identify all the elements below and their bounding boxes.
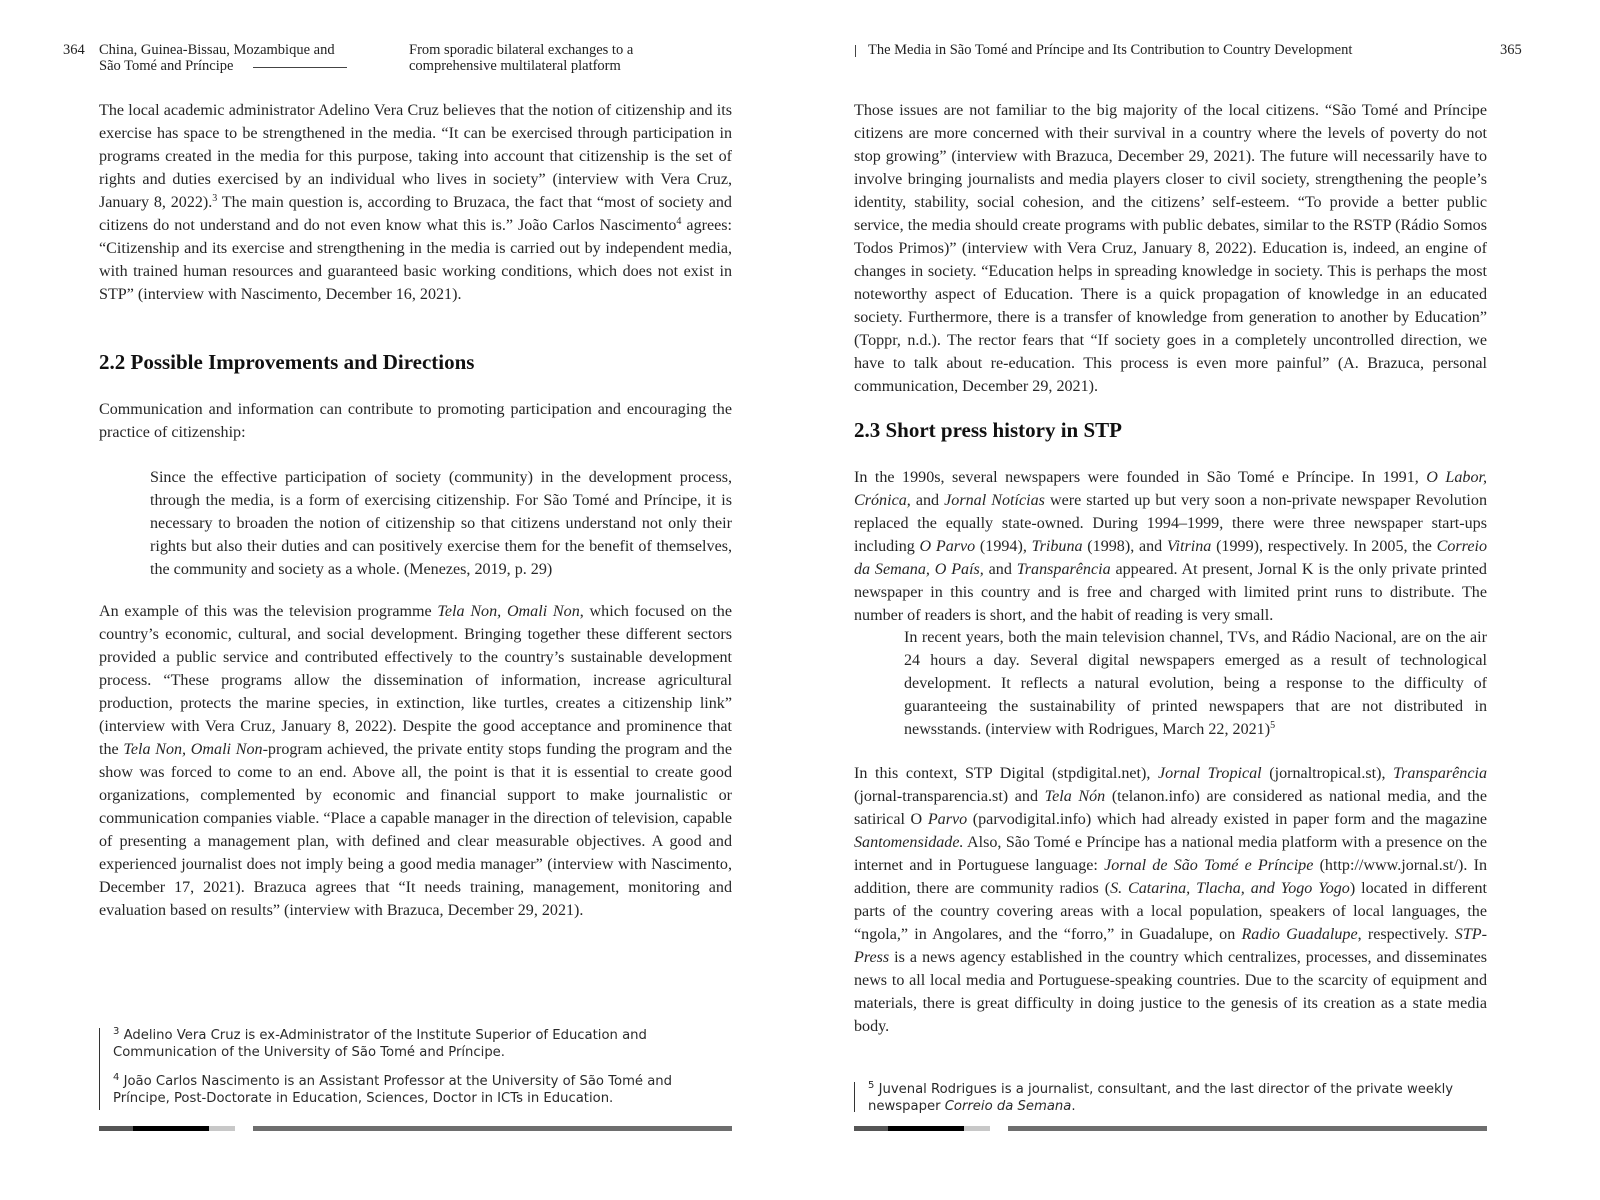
paragraph-text: and [983,561,1017,578]
media-title: Jornal de São Tomé e Príncipe [1104,857,1314,874]
paragraph-text: (1998), and [1082,538,1167,555]
media-title: Santomensidade. [854,834,964,851]
newspaper-title: Correio da Semana, O País, [854,538,1487,578]
paragraph-text: Also, São Tomé e Príncipe has a national media platform with a presence on the internet and in Portuguese language: [854,834,1487,874]
left-page [0,0,780,1200]
newspaper-title: Vitrina [1166,538,1212,555]
paragraph-text: (jornaltropical.st), [1261,765,1394,782]
media-title: STP-Press [854,926,1487,966]
section-heading: 2.2 Possible Improvements and Directions [99,350,475,374]
media-title: Tela Nón [1044,788,1106,805]
body-paragraph [854,762,1487,1038]
footnote-bar [99,1028,100,1110]
running-head-rule [253,67,347,68]
paragraph-text: In the 1990s, several newspapers were founded in São Tomé e Príncipe. In 1991, [854,469,1427,486]
newspaper-title: Correio da Semana [944,1099,1072,1114]
paragraph-text: (1994), [975,538,1032,555]
running-head-bar [855,45,856,57]
paragraph-text: An example of this was the television programme [99,603,438,620]
paragraph-text: is a news agency established in the country which centralizes, processes, and disseminates news to all local media and Portuguese-speaking countries. Due to the scarcity of equipment and materials, there is great difficulty in doing justice to the genesis of its creation as a state media body. [854,949,1487,1035]
media-title: Jornal Tropical [1158,765,1262,782]
paragraph-text: appeared. At present, Jornal K is the only private printed newspaper in this country and is free and charged with limited print runs to distribute. The number of readers is short, and the habit of reading is very small. [854,561,1487,624]
footnote-number: 3 [113,1026,120,1037]
body-paragraph [99,600,732,922]
newspaper-title: O Labor, Crónica [854,469,1487,509]
footnote-ref[interactable]: 4 [676,216,682,227]
paragraph-text: ) located in different parts of the country covering areas with a local population, speakers of local languages, the “ngola,” in Angolares, and the “forro,” in Guadalupe, on [854,880,1487,943]
newspaper-title: O Parvo [919,538,976,555]
paragraph-text: agrees: “Citizenship and its exercise and strengthening in the media is carried out by independent media, with trained human resources and guaranteed basic working conditions, which does not exist in STP” (interview with Nascimento, December 16, 2021). [99,217,733,303]
footnote [113,1073,723,1107]
footnote-number: 4 [113,1072,120,1083]
bottom-bar-segment [133,1126,209,1131]
paragraph-text: (http://www.jornal.st/). In addition, there are community radios ( [854,857,1488,897]
newspaper-title: Transparência [1016,561,1111,578]
footnote-bar [854,1082,855,1112]
media-title: Radio Guadalupe [1241,926,1358,943]
footnote-text: Juvenal Rodrigues is a journalist, consultant, and the last director of the private weekly newspaper [868,1082,1454,1114]
paragraph-text: (parvodigital.info) which had already existed in paper form and the magazine [967,811,1488,828]
programme-title: Tela Non, Omali Non [123,741,263,758]
book-title-line1: China, Guinea-Bissau, Mozambique and [99,42,335,58]
newspaper-title: Tribuna [1031,538,1083,555]
section-heading: 2.3 Short press history in STP [854,418,1122,442]
body-paragraph: Communication and information can contribute to promoting participation and encouraging the practice of citizenship: [99,401,732,441]
footnotes [868,1081,1488,1127]
paragraph-text: , and [906,492,945,509]
paragraph-text: -program achieved, the private entity stops funding the program and the show was forced to come to an end. Above all, the point is that it is essential to create good organizations, complemented by economic and financial support to make journalistic or communication companies viable. “Place a capable manager in the direction of television, capable of presenting a management plan, with defined and clear measurable objectives. A good and experienced journalist does not imply being a good media manager” (interview with Nascimento, December 17, 2021). Brazuca agrees that “It needs training, management, monitoring and evaluation based on results” (interview with Brazuca, December 29, 2021). [99,741,732,919]
part-title-line2: comprehensive multilateral platform [409,58,621,74]
bottom-bar [1008,1126,1487,1131]
right-page [800,0,1600,1200]
block-quote [904,626,1487,741]
bottom-bar-segment [209,1126,235,1131]
footnotes [113,1027,723,1119]
media-title: S. Catarina, Tlacha, and Yogo Yogo [1110,880,1350,897]
paragraph-text: In this context, STP Digital (stpdigital.net), [854,765,1159,782]
footnote [113,1027,723,1061]
running-head-book-title [99,42,359,74]
footnote-number: 5 [868,1080,875,1091]
block-quote: Since the effective participation of society (community) in the development process, through the media, is a form of exercising citizenship. For São Tomé and Príncipe, it is necessary to broaden the notion of citizenship so that citizens understand not only their rights but also their duties and can positively exercise them for the benefit of themselves, the community and society as a whole. (Menezes, 2019, p. 29) [150,469,732,578]
bottom-bar-segment [964,1126,990,1131]
page-number: 365 [1500,42,1522,58]
paragraph-text: (jornal-transparencia.st) and [854,788,1045,805]
running-head-chapter-title: The Media in São Tomé and Príncipe and Its Contribution to Country Development [868,42,1353,58]
footnote-text: João Carlos Nascimento is an Assistant Professor at the University of São Tomé and Príncipe, Post-Doctorate in Education, Sciences, Doctor in ICTs in Education. [113,1074,673,1106]
bottom-bar [253,1126,732,1131]
quote-text: In recent years, both the main television channel, TVs, and Rádio Nacional, are on the air 24 hours a day. Several digital newspapers emerged as a result of technological development. It reflects a natural evolution, being a response to the difficulty of guaranteeing the sustainability of printed newspapers that are not distributed in newsstands. (interview with Rodrigues, March 22, 2021) [904,629,1487,738]
media-title: Transparência [1393,765,1487,782]
paragraph-text: , respectively. [1357,926,1455,943]
page-number: 364 [63,42,85,58]
media-title: Parvo [927,811,968,828]
body-paragraph: Those issues are not familiar to the big majority of the local citizens. “São Tomé and Príncipe citizens are more concerned with their survival in a country where the levels of poverty do not stop growing” (interview with Brazuca, December 29, 2021). The future will necessarily have to involve bringing journalists and media players closer to civil society, strengthening the people’s identity, stability, social cohesion, and the citizens’ self-esteem. “To provide a better public service, the media should create programs with public debates, similar to the RSTP (Rádio Somos Todos Primos)” (interview with Vera Cruz, January 8, 2022). Education is, indeed, an engine of changes in society. “Education helps in spreading knowledge in society. This is perhaps the most noteworthy aspect of Education. There is a quick propagation of knowledge in an educated society. Furthermore, there is a transfer of knowledge from generation to another by Education” (Toppr, n.d.). The rector fears that “If society goes in a completely uncontrolled direction, we have to talk about re-education. This process is even more painful” (A. Brazuca, personal communication, December 29, 2021). [854,102,1487,395]
paragraph-text: (telanon.info) are considered as national media, and the satirical O [854,788,1487,828]
bottom-bar-segment [854,1126,888,1131]
body-paragraph [99,99,732,306]
footnote-text: Adelino Vera Cruz is ex-Administrator of the Institute Superior of Education and Communication of the University of São Tomé and Príncipe. [113,1028,647,1060]
footnote-ref[interactable]: 5 [1270,720,1276,731]
paragraph-text: were started up but very soon a non-private newspaper Revolution replaced the equally state-owned. During 1994–1999, there were three newspaper start-ups including [854,492,1487,555]
footnote-text: . [1071,1099,1076,1114]
footnote [868,1081,1488,1115]
book-title-line2: São Tomé and Príncipe [99,58,234,74]
paragraph-text: (1999), respectively. In 2005, the [1211,538,1437,555]
newspaper-title: Jornal Notícias [944,492,1045,509]
footnote-ref[interactable]: 3 [212,193,218,204]
bottom-bar-segment [99,1126,133,1131]
part-title-line1: From sporadic bilateral exchanges to a [409,42,634,58]
running-head-part-title [409,42,709,74]
programme-title: Tela Non, Omali Non [437,603,580,620]
body-paragraph [854,466,1487,627]
paragraph-text: , which focused on the country’s economic, cultural, and social development. Bringing together these different sectors provided a public service and contributed effectively to the country’s sustainable development process. “These programs allow the dissemination of information, increase agricultural production, protects the marine species, in extinction, like turtles, creates a citizenship link” (interview with Vera Cruz, January 8, 2022). Despite the good acceptance and prominence that the [99,603,732,758]
paragraph-text: The main question is, according to Bruzaca, the fact that “most of society and citizens do not understand and do not even know what this is.” João Carlos Nascimento [99,194,732,234]
bottom-bar-segment [888,1126,964,1131]
paragraph-text: The local academic administrator Adelino Vera Cruz believes that the notion of citizenship and its exercise has space to be strengthened in the media. “It can be exercised through participation in programs created in the media for this purpose, taking into account that citizenship is the set of rights and duties exercised by an individual who lives in society” (interview with Vera Cruz, January 8, 2022). [99,102,732,211]
